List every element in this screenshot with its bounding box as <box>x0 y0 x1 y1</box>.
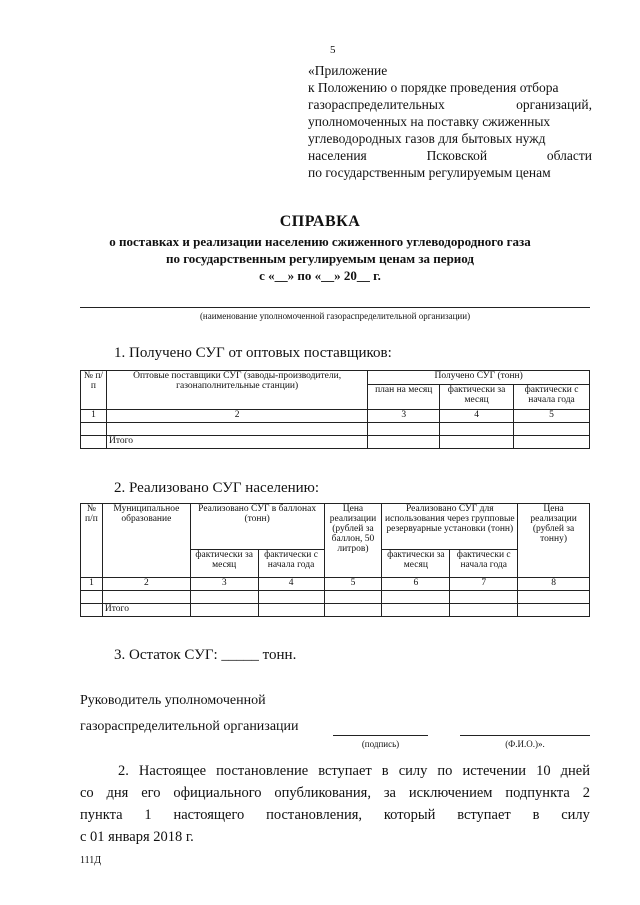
col-number: 2 <box>106 410 367 423</box>
empty-cell <box>190 591 258 604</box>
appendix-word: организаций, <box>516 97 592 112</box>
paragraph-word: 10 <box>536 763 551 779</box>
closing-paragraph <box>80 760 590 848</box>
header-suppliers: Оптовые поставщики СУГ (заводы-производители, газонаполнительные станции) <box>106 371 367 410</box>
paragraph-word: в <box>532 807 540 823</box>
empty-cell <box>440 423 514 436</box>
empty-cell <box>81 591 103 604</box>
signature-caption: (подпись) <box>361 739 400 749</box>
sales-table <box>80 503 590 617</box>
header-fact-year: фактически с начала года <box>450 550 518 578</box>
header-fact-month: фактически за месяц <box>190 550 258 578</box>
paragraph-line <box>80 804 590 826</box>
paragraph-line <box>80 782 590 804</box>
appendix-word: населения <box>308 148 367 163</box>
org-name-caption: (наименование уполномоченной газораспределительной организации) <box>199 311 471 321</box>
empty-cell <box>324 604 382 617</box>
paragraph-word: опубликования, <box>274 785 371 801</box>
paragraph-word: за <box>383 785 396 801</box>
empty-cell <box>368 436 440 449</box>
appendix-word: области <box>546 148 592 163</box>
paragraph-word: 2 <box>582 785 590 801</box>
suppliers-table <box>80 370 590 449</box>
empty-cell <box>518 591 590 604</box>
empty-cell <box>514 436 590 449</box>
paragraph-word: Настоящее <box>138 763 207 779</box>
appendix-line: «Приложение <box>308 63 388 78</box>
paragraph-word: вступает <box>318 763 372 779</box>
paragraph-word: исключением <box>408 785 493 801</box>
empty-cell <box>514 423 590 436</box>
document-title <box>60 213 580 284</box>
appendix-line: уполномоченных на поставку сжиженных <box>308 114 551 129</box>
signature-line <box>333 735 428 736</box>
header-municipality: Муниципальное образование <box>102 504 190 578</box>
header-num: № п/п <box>81 504 103 578</box>
col-number: 6 <box>382 578 450 591</box>
paragraph-word: по <box>437 763 453 779</box>
col-number: 8 <box>518 578 590 591</box>
header-plan: план на месяц <box>368 385 440 410</box>
paragraph-word: силу <box>398 763 428 779</box>
page-number: 5 <box>330 44 336 56</box>
paragraph-word: дней <box>560 763 590 779</box>
col-number: 5 <box>514 410 590 423</box>
paragraph-word: силу <box>561 807 590 823</box>
paragraph-word: дня <box>106 785 129 801</box>
section-2-title: 2. Реализовано СУГ населению: <box>114 480 320 496</box>
empty-cell <box>382 591 450 604</box>
title-line: по государственным регулируемым ценам за период <box>165 251 474 266</box>
empty-cell <box>368 423 440 436</box>
empty-cell <box>190 604 258 617</box>
paragraph-word: настоящего <box>173 807 245 823</box>
paragraph-word: подпункта <box>505 785 570 801</box>
header-sold-tanks: Реализовано СУГ для использования через групповые резервуарные установки (тонн) <box>382 504 518 550</box>
paragraph-word: официального <box>173 785 262 801</box>
col-number: 1 <box>81 578 103 591</box>
header-sold-cylinders: Реализовано СУГ в баллонах (тонн) <box>190 504 324 550</box>
empty-cell <box>440 436 514 449</box>
empty-cell <box>258 591 324 604</box>
header-price-cylinder: Цена реализации (рублей за баллон, 50 литров) <box>324 504 382 578</box>
empty-cell <box>518 604 590 617</box>
section-1-title: 1. Получено СУГ от оптовых поставщиков: <box>114 345 392 361</box>
col-number: 2 <box>102 578 190 591</box>
empty-cell <box>382 604 450 617</box>
empty-cell <box>450 591 518 604</box>
appendix-line: углеводородных газов для бытовых нужд <box>308 131 546 146</box>
org-name-line <box>80 307 590 308</box>
appendix-line <box>308 96 592 113</box>
appendix-word: газораспределительных <box>308 97 445 112</box>
appendix-note <box>308 62 592 181</box>
title-line: о поставках и реализации населению сжиженного углеводородного газа <box>109 234 531 249</box>
paragraph-word: постановление <box>216 763 309 779</box>
name-caption: (Ф.И.О.)». <box>505 739 545 749</box>
paragraph-word: в <box>381 763 389 779</box>
signature-role-line1: Руководитель уполномоченной <box>80 693 266 708</box>
paragraph-line <box>80 760 590 782</box>
header-fact-year: фактически с начала года <box>514 385 590 410</box>
total-label: Итого <box>102 604 190 617</box>
col-number: 7 <box>450 578 518 591</box>
footer-code: 111Д <box>80 855 102 866</box>
header-fact-month: фактически за месяц <box>440 385 514 410</box>
empty-cell <box>81 423 107 436</box>
appendix-word: Псковской <box>426 148 488 163</box>
col-number: 4 <box>258 578 324 591</box>
section-3-title: 3. Остаток СУГ: _____ тонн. <box>114 647 297 663</box>
name-line <box>460 735 590 736</box>
empty-cell <box>81 604 103 617</box>
header-num: № п/п <box>81 371 107 410</box>
paragraph-word: пункта <box>80 807 123 823</box>
title-heading: СПРАВКА <box>279 213 361 230</box>
col-number: 4 <box>440 410 514 423</box>
header-received: Получено СУГ (тонн) <box>368 371 590 385</box>
appendix-line <box>308 147 592 164</box>
paragraph-word: постановления, <box>266 807 363 823</box>
paragraph-word: истечении <box>462 763 527 779</box>
title-period: с «__» по «__» 20__ г. <box>259 268 381 283</box>
col-number: 3 <box>368 410 440 423</box>
col-number: 3 <box>190 578 258 591</box>
paragraph-word: вступает <box>457 807 511 823</box>
paragraph-word: 2. <box>118 763 129 779</box>
header-fact-year: фактически с начала года <box>258 550 324 578</box>
paragraph-word: 1 <box>144 807 152 823</box>
empty-cell <box>450 604 518 617</box>
appendix-line: к Положению о порядке проведения отбора <box>308 80 559 95</box>
header-price-ton: Цена реализации (рублей за тонну) <box>518 504 590 578</box>
total-label: Итого <box>106 436 367 449</box>
header-fact-month: фактически за месяц <box>382 550 450 578</box>
appendix-line: по государственным регулируемым ценам <box>308 165 551 180</box>
empty-cell <box>258 604 324 617</box>
empty-cell <box>324 591 382 604</box>
empty-cell <box>102 591 190 604</box>
col-number: 5 <box>324 578 382 591</box>
col-number: 1 <box>81 410 107 423</box>
paragraph-word: его <box>141 785 161 801</box>
paragraph-word: который <box>383 807 436 823</box>
paragraph-line: с 01 января 2018 г. <box>80 829 194 845</box>
signature-role-line2: газораспределительной организации <box>80 719 299 734</box>
empty-cell <box>106 423 367 436</box>
paragraph-word: со <box>80 785 94 801</box>
empty-cell <box>81 436 107 449</box>
